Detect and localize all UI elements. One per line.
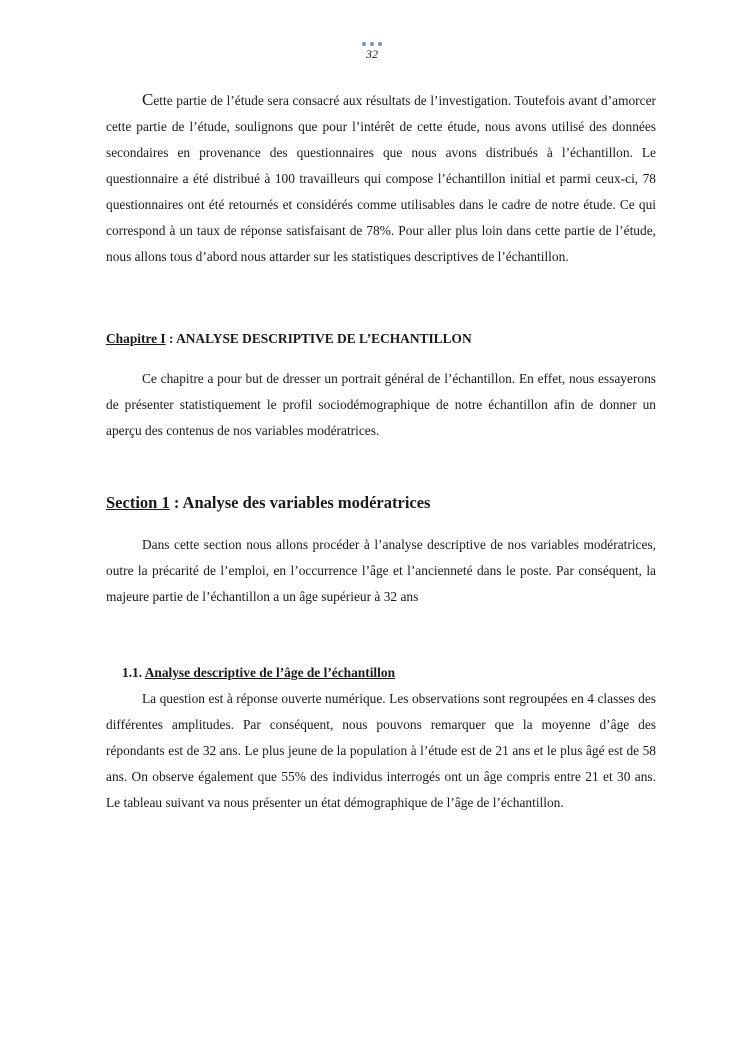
chapter-heading [106, 326, 656, 352]
section-heading [106, 490, 656, 516]
chapter-title: : ANALYSE DESCRIPTIVE DE L’ECHANTILLON [165, 331, 472, 346]
page-number: 32 [366, 47, 378, 61]
subsection-title: Analyse descriptive de l’âge de l’échantillon [144, 665, 396, 680]
intro-dropcap: C [142, 90, 154, 109]
subsection-number: 1.1. [122, 665, 145, 680]
chapter-label: Chapitre I [106, 331, 166, 346]
section-label: Section 1 [106, 493, 170, 512]
intro-paragraph [106, 87, 656, 270]
chapter-paragraph: Ce chapitre a pour but de dresser un portrait général de l’échantillon. En effet, nous essayerons de présenter statistiquement le profil sociodémographique de notre échantillon afin de donner un aperçu des contenus de nos variables modératrices. [106, 371, 656, 438]
page-content [106, 87, 656, 816]
intro-text: ette partie de l’étude sera consacré aux résultats de l’investigation. Toutefois avant d’amorcer cette partie de l’étude, soulignons que pour l’intérêt de cette étude, nous avons utilisé des données secondaires en provenance des questionnaires que nous avons distribués à l’échantillon. Le questionnaire a été distribué à 100 travailleurs qui compose l’échantillon initial et parmi ceux-ci, 78 questionnaires ont été retournés et considérés comme utilisables dans le cadre de notre étude. Ce qui correspond à un taux de réponse satisfaisant de 78%. Pour aller plus loin dans cette partie de l’étude, nous allons tous d’abord nous attarder sur les statistiques descriptives de l’échantillon. [106, 93, 656, 264]
page-header [0, 40, 744, 62]
section-paragraph: Dans cette section nous allons procéder à l’analyse descriptive de nos variables modératrices, outre la précarité de l’emploi, en l’occurrence l’âge et l’ancienneté dans le poste. Par conséquent, la majeure partie de l’échantillon a un âge supérieur à 32 ans [106, 537, 656, 604]
section-title: : Analyse des variables modératrices [169, 493, 431, 512]
subsection-heading [122, 660, 656, 686]
subsection-paragraph: La question est à réponse ouverte numérique. Les observations sont regroupées en 4 classes des différentes amplitudes. Par conséquent, nous pouvons remarquer que la moyenne d’âge des répondants est de 32 ans. Le plus jeune de la population à l’étude est de 21 ans et le plus âgé est de 58 ans. On observe également que 55% des individus interrogés ont un âge compris entre 21 et 30 ans. Le tableau suivant va nous présenter un état démographique de l’âge de l’échantillon. [106, 691, 656, 810]
